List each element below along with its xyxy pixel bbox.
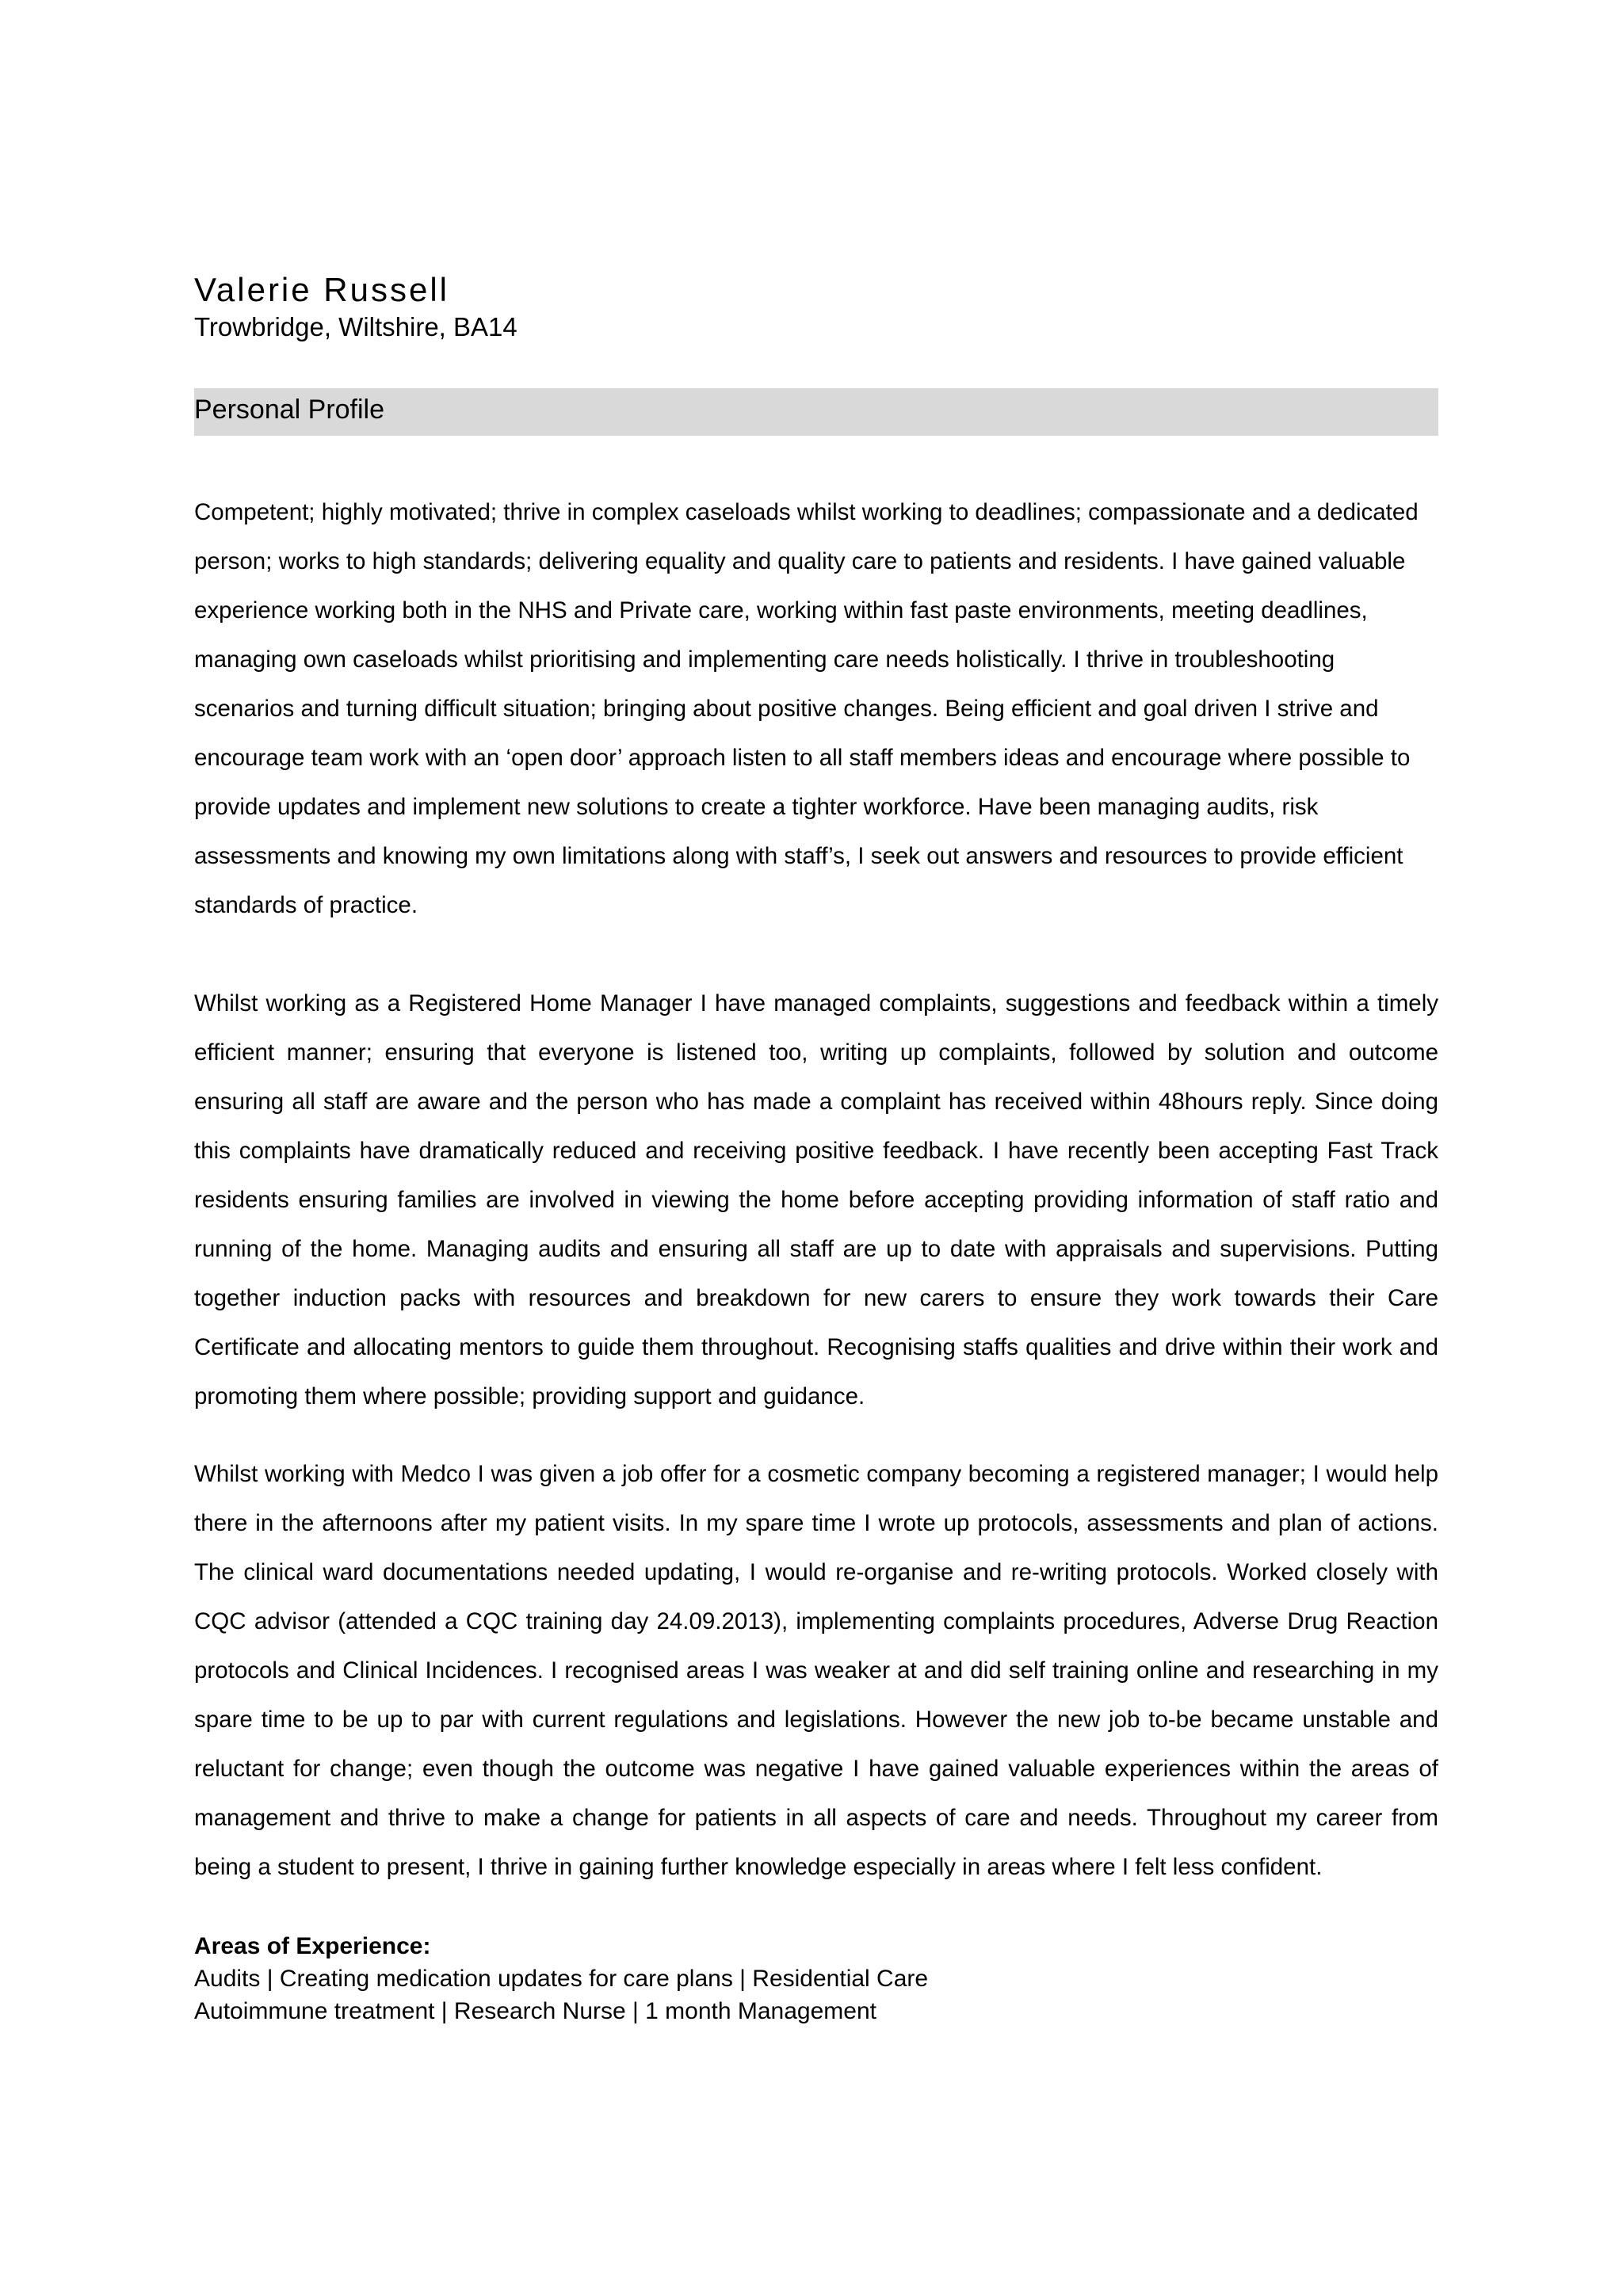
areas-title: Areas of Experience:: [194, 1933, 431, 1959]
profile-paragraph-1: Competent; highly motivated; thrive in complex caseloads whilst working to deadlines; compassionate and a dedicated person; works to high standards; delivering equality and quality care to patients and residents. I have gained valuable experience working both in the NHS and Private care, working within fast paste environments, meeting deadlines, managing own caseloads whilst prioritising and implementing care needs holistically. I thrive in troubleshooting scenarios and turning difficult situation; bringing about positive changes. Being efficient and goal driven I strive and encourage team work with an ‘open door’ approach listen to all staff members ideas and encourage where possible to provide updates and implement new solutions to create a tighter workforce. Have been managing audits, risk assessments and knowing my own limitations along with staff’s, I seek out answers and resources to provide efficient standards of practice.: [194, 499, 1419, 918]
cv-page: [194, 269, 1438, 2027]
areas-line-2: Autoimmune treatment | Research Nurse | 1 month Management: [194, 1998, 876, 2024]
paragraph-spacer: [194, 1421, 1438, 1450]
profile-paragraph-3: Whilst working with Medco I was given a job offer for a cosmetic company becoming a registered manager; I would help there in the afternoons after my patient visits. In my spare time I wrote up protocols, assessments and plan of actions. The clinical ward documentations needed updating, I would re-organise and re-writing protocols. Worked closely with CQC advisor (attended a CQC training day 24.09.2013), implementing complaints procedures, Adverse Drug Reaction protocols and Clinical Incidences. I recognised areas I was weaker at and did self training online and researching in my spare time to be up to par with current regulations and legislations. However the new job to-be became unstable and reluctant for change; even though the outcome was negative I have gained valuable experiences within the areas of management and thrive to make a change for patients in all aspects of care and needs. Throughout my career from being a student to present, I thrive in gaining further knowledge especially in areas where I felt less confident.: [194, 1461, 1438, 1880]
areas-of-experience: [194, 1930, 1438, 2027]
section-header-personal-profile: [194, 388, 1438, 436]
section-title: Personal Profile: [194, 395, 385, 425]
personal-profile-body: [194, 488, 1438, 1892]
paragraph-spacer: [194, 930, 1438, 979]
profile-paragraph-2: Whilst working as a Registered Home Manager I have managed complaints, suggestions and feedback within a timely efficient manner; ensuring that everyone is listened too, writing up complaints, followed by solution and outcome ensuring all staff are aware and the person who has made a complaint has received within 48hours reply. Since doing this complaints have dramatically reduced and receiving positive feedback. I have recently been accepting Fast Track residents ensuring families are involved in viewing the home before accepting providing information of staff ratio and running of the home. Managing audits and ensuring all staff are up to date with appraisals and supervisions. Putting together induction packs with resources and breakdown for new carers to ensure they work towards their Care Certificate and allocating mentors to guide them throughout. Recognising staffs qualities and drive within their work and promoting them where possible; providing support and guidance.: [194, 990, 1438, 1409]
areas-line-1: Audits | Creating medication updates for care plans | Residential Care: [194, 1966, 929, 1992]
candidate-address: Trowbridge, Wiltshire, BA14: [194, 312, 517, 341]
candidate-name: Valerie Russell: [194, 271, 449, 308]
